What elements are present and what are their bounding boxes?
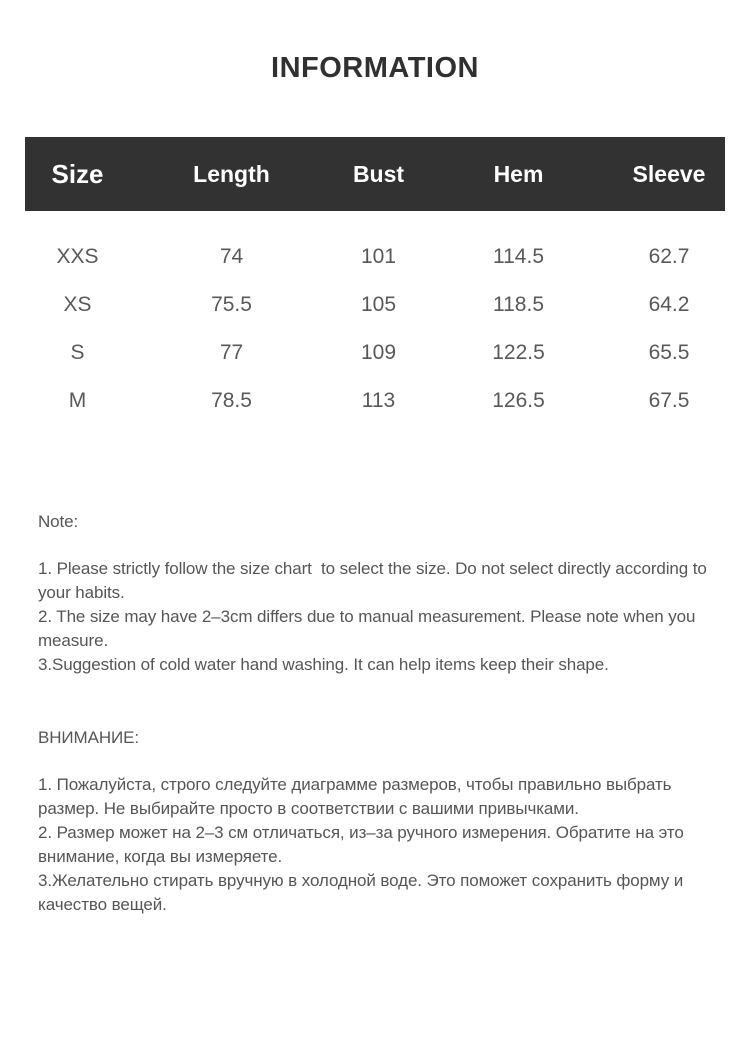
cell-size: XXS xyxy=(56,245,99,268)
cell-length: 74 xyxy=(219,245,244,268)
notes-ru-heading: ВНИМАНИЕ: xyxy=(38,728,139,747)
cell-hem: 122.5 xyxy=(492,341,545,364)
product-information-panel xyxy=(0,54,750,917)
size-chart-body xyxy=(25,211,725,425)
cell-sleeve: 67.5 xyxy=(648,389,690,412)
column-header-bust: Bust xyxy=(352,160,405,187)
cell-sleeve: 64.2 xyxy=(648,293,690,316)
cell-size: M xyxy=(68,389,87,412)
table-row-s xyxy=(25,329,725,377)
cell-length: 78.5 xyxy=(211,389,252,412)
notes-english xyxy=(38,510,713,677)
notes-russian xyxy=(38,726,713,917)
cell-hem: 114.5 xyxy=(493,245,544,268)
note-ru-item-2: 2. Размер может на 2–3 см отличаться, из–за ручного измерения. Обратите на это внимание, когда вы измеряете. xyxy=(38,823,689,866)
cell-length: 75.5 xyxy=(211,293,252,316)
table-row-xs xyxy=(25,281,725,329)
cell-sleeve: 65.5 xyxy=(648,341,690,364)
column-header-size: Size xyxy=(51,158,104,189)
note-ru-item-3: 3.Желательно стирать вручную в холодной воде. Это поможет сохранить форму и качество вещей. xyxy=(38,871,688,914)
cell-bust: 105 xyxy=(360,293,397,316)
cell-bust: 113 xyxy=(361,389,396,412)
table-row-m xyxy=(25,377,725,425)
column-header-sleeve: Sleeve xyxy=(632,160,706,187)
size-chart-header-row xyxy=(25,137,725,211)
cell-sleeve: 62.7 xyxy=(648,245,690,268)
cell-size: XS xyxy=(63,293,92,316)
note-ru-item-1: 1. Пожалуйста, строго следуйте диаграмме размеров, чтобы правильно выбрать размер. Не выбирайте просто в соответствии с вашими привычками. xyxy=(38,775,677,818)
note-en-item-2: 2. The size may have 2–3cm differs due to manual measurement. Please note when you measure. xyxy=(38,607,701,650)
note-en-item-1: 1. Please strictly follow the size chart to select the size. Do not select directly according to your habits. xyxy=(38,559,712,602)
table-row-xxs xyxy=(25,233,725,281)
cell-bust: 109 xyxy=(360,341,397,364)
cell-bust: 101 xyxy=(360,245,397,268)
column-header-length: Length xyxy=(193,160,270,187)
cell-hem: 118.5 xyxy=(493,293,544,316)
cell-size: S xyxy=(70,341,85,364)
page-title: INFORMATION xyxy=(271,52,479,84)
cell-hem: 126.5 xyxy=(492,389,545,412)
notes-en-heading: Note: xyxy=(38,512,79,531)
size-chart xyxy=(25,137,725,425)
cell-length: 77 xyxy=(219,341,244,364)
column-header-hem: Hem xyxy=(493,160,544,187)
note-en-item-3: 3.Suggestion of cold water hand washing. It can help items keep their shape. xyxy=(38,655,609,674)
